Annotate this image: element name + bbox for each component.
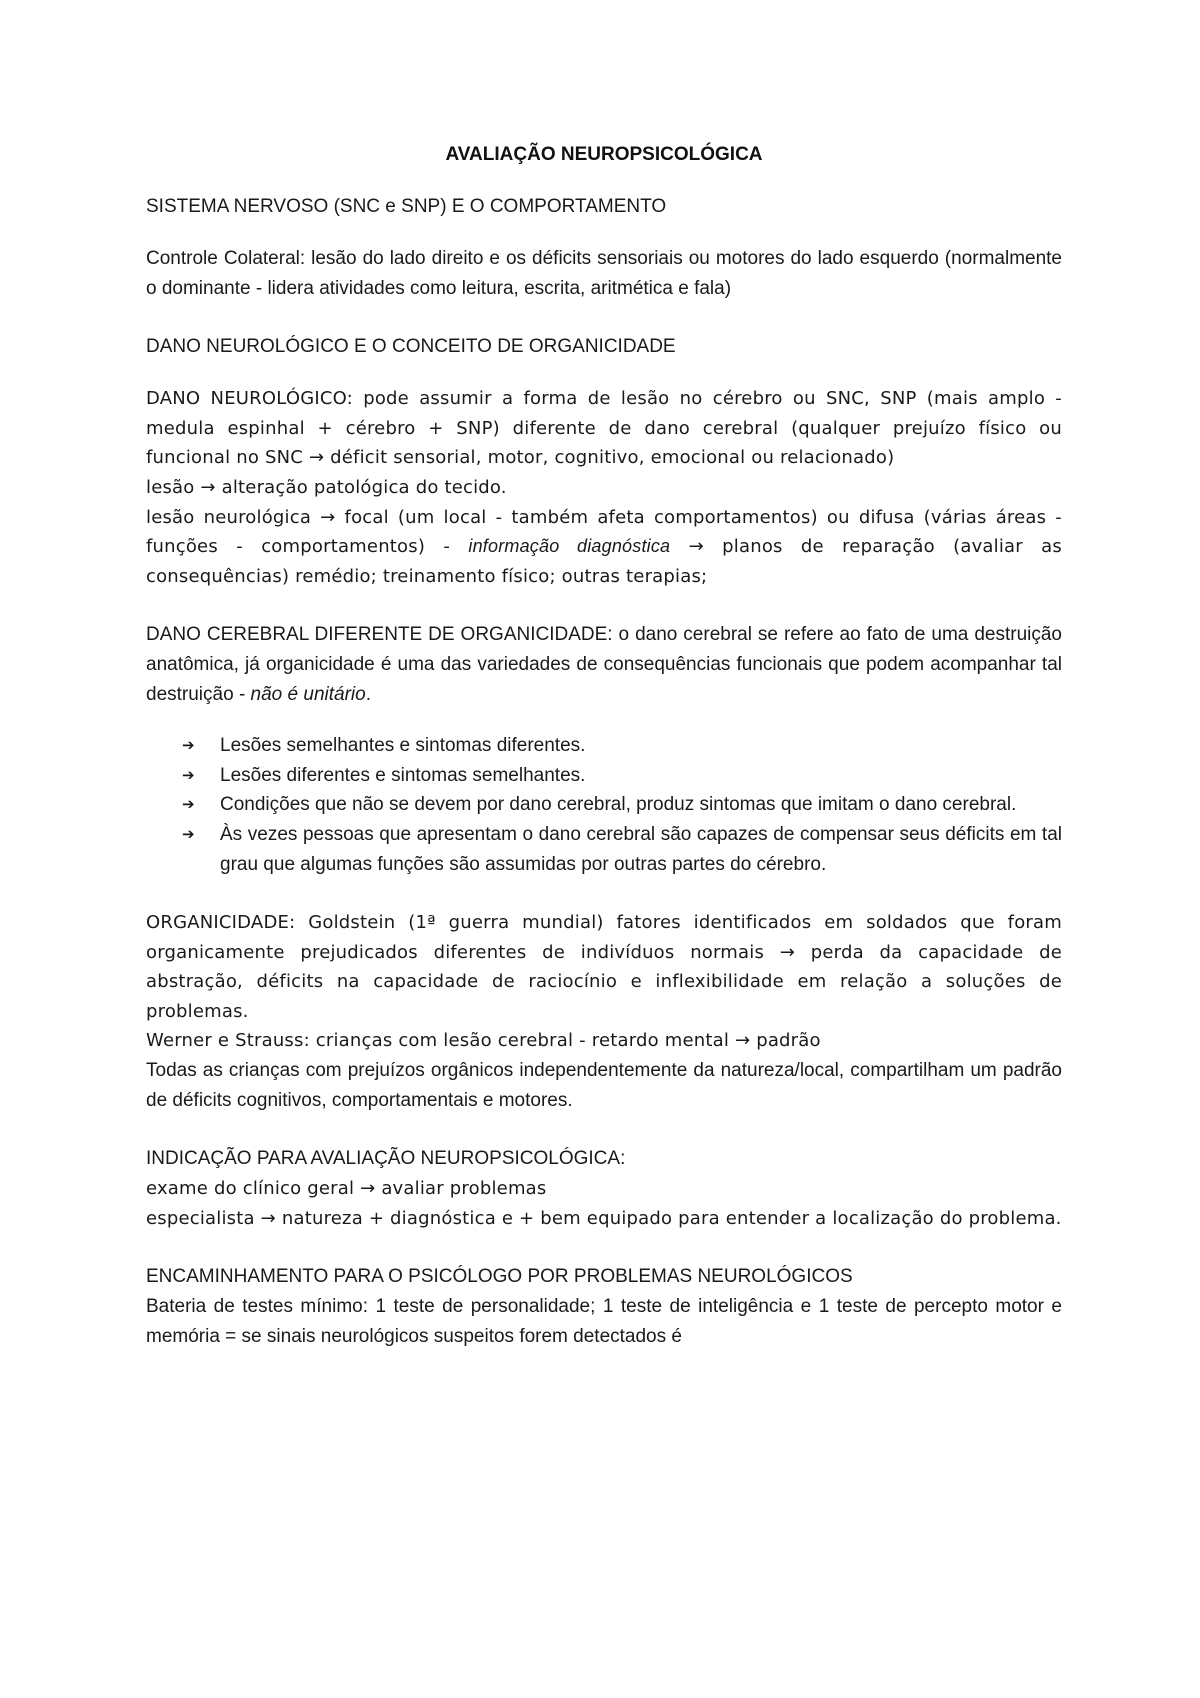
section-heading-encaminhamento: ENCAMINHAMENTO PARA O PSICÓLOGO POR PROBLEMAS NEUROLÓGICOS [146, 1266, 853, 1288]
document-page [146, 140, 1062, 1352]
paragraph-bateria: Bateria de testes mínimo: 1 teste de personalidade; 1 teste de inteligência e 1 teste de percepto motor e memória = se sinais neurológicos suspeitos forem detectados é [146, 1296, 1062, 1348]
section-heading-indicacao: INDICAÇÃO PARA AVALIAÇÃO NEUROPSICOLÓGICA: [146, 1148, 626, 1170]
arrow-bullet-icon: ➔ [182, 824, 195, 843]
paragraph-organicidade: ORGANICIDADE: Goldstein (1ª guerra mundial) fatores identificados em soldados que foram organicamente prejudicados diferentes de indivíduos normais → perda da capacidade de abstração, déficits na capacidade de raciocínio e inflexibilidade em relação a soluções de problemas. [146, 912, 1062, 1022]
lesao-neuro-italic: informação diagnóstica [468, 536, 671, 557]
bullet-list [146, 731, 1062, 879]
dano-cerebral-italic: não é unitário [250, 683, 366, 705]
spacer [146, 879, 1062, 908]
spacer [146, 362, 1062, 384]
arrow-bullet-icon: ➔ [182, 765, 195, 784]
spacer [146, 222, 1062, 244]
list-item [182, 731, 1062, 761]
section-heading-dano-neurologico: DANO NEUROLÓGICO E O CONCEITO DE ORGANICIDADE [146, 336, 676, 358]
list-item-text: Lesões semelhantes e sintomas diferentes. [220, 735, 586, 757]
paragraph-exame: exame do clínico geral → avaliar problemas [146, 1178, 547, 1200]
lesao-neuro-text-b: → planos de reparação (avaliar as consequências) remédio; treinamento físico; outras terapias; [146, 536, 1062, 587]
list-item [182, 820, 1062, 879]
dano-cerebral-end: . [365, 683, 371, 705]
arrow-bullet-icon: ➔ [182, 795, 195, 814]
list-item-text: Condições que não se devem por dano cerebral, produz sintomas que imitam o dano cerebral. [220, 794, 1017, 816]
paragraph-dano-cerebral [146, 620, 1062, 709]
paragraph-dano-neurologico: DANO NEUROLÓGICO: pode assumir a forma de lesão no cérebro ou SNC, SNP (mais amplo - medula espinhal + cérebro + SNP) diferente de dano cerebral (qualquer prejuízo físico ou funcional no SNC → déficit sensorial, motor, cognitivo, emocional ou relacionado) [146, 388, 1062, 469]
dano-cerebral-text: DANO CEREBRAL DIFERENTE DE ORGANICIDADE: o dano cerebral se refere ao fato de uma destruição anatômica, já organicidade é uma das variedades de consequências funcionais que podem acompanhar tal destruição - [146, 624, 1062, 705]
section-heading-sistema-nervoso: SISTEMA NERVOSO (SNC e SNP) E O COMPORTAMENTO [146, 196, 667, 217]
paragraph-werner-strauss: Werner e Strauss: crianças com lesão cerebral - retardo mental → padrão [146, 1030, 821, 1052]
spacer [146, 303, 1062, 332]
list-item [182, 761, 1062, 791]
paragraph-lesao-neurologica [146, 503, 1062, 592]
paragraph-especialista: especialista → natureza + diagnóstica e + bem equipado para entender a localização do problema. [146, 1207, 1062, 1229]
spacer [146, 1115, 1062, 1144]
lesao-neuro-text-a: lesão neurológica → focal (um local - também afeta comportamentos) ou difusa (várias áreas - funções - comportamentos) - [146, 506, 1062, 558]
spacer [146, 1233, 1062, 1262]
list-item-text: Às vezes pessoas que apresentam o dano cerebral são capazes de compensar seus déficits em tal grau que algumas funções são assumidas por outras partes do cérebro. [220, 823, 1062, 875]
arrow-bullet-icon: ➔ [182, 736, 195, 755]
paragraph-todas-criancas: Todas as crianças com prejuízos orgânicos independentemente da natureza/local, compartilham um padrão de déficits cognitivos, comportamentais e motores. [146, 1060, 1062, 1111]
list-item [182, 790, 1062, 820]
paragraph-controle-colateral: Controle Colateral: lesão do lado direito e os déficits sensoriais ou motores do lado esquerdo (normalmente o dominante - lidera atividades como leitura, escrita, aritmética e fala) [146, 248, 1062, 299]
list-item-text: Lesões diferentes e sintomas semelhantes. [220, 764, 586, 786]
spacer [146, 591, 1062, 620]
document-title: AVALIAÇÃO NEUROPSICOLÓGICA [445, 144, 763, 165]
paragraph-lesao-definicao: lesão → alteração patológica do tecido. [146, 476, 507, 498]
spacer [146, 709, 1062, 731]
